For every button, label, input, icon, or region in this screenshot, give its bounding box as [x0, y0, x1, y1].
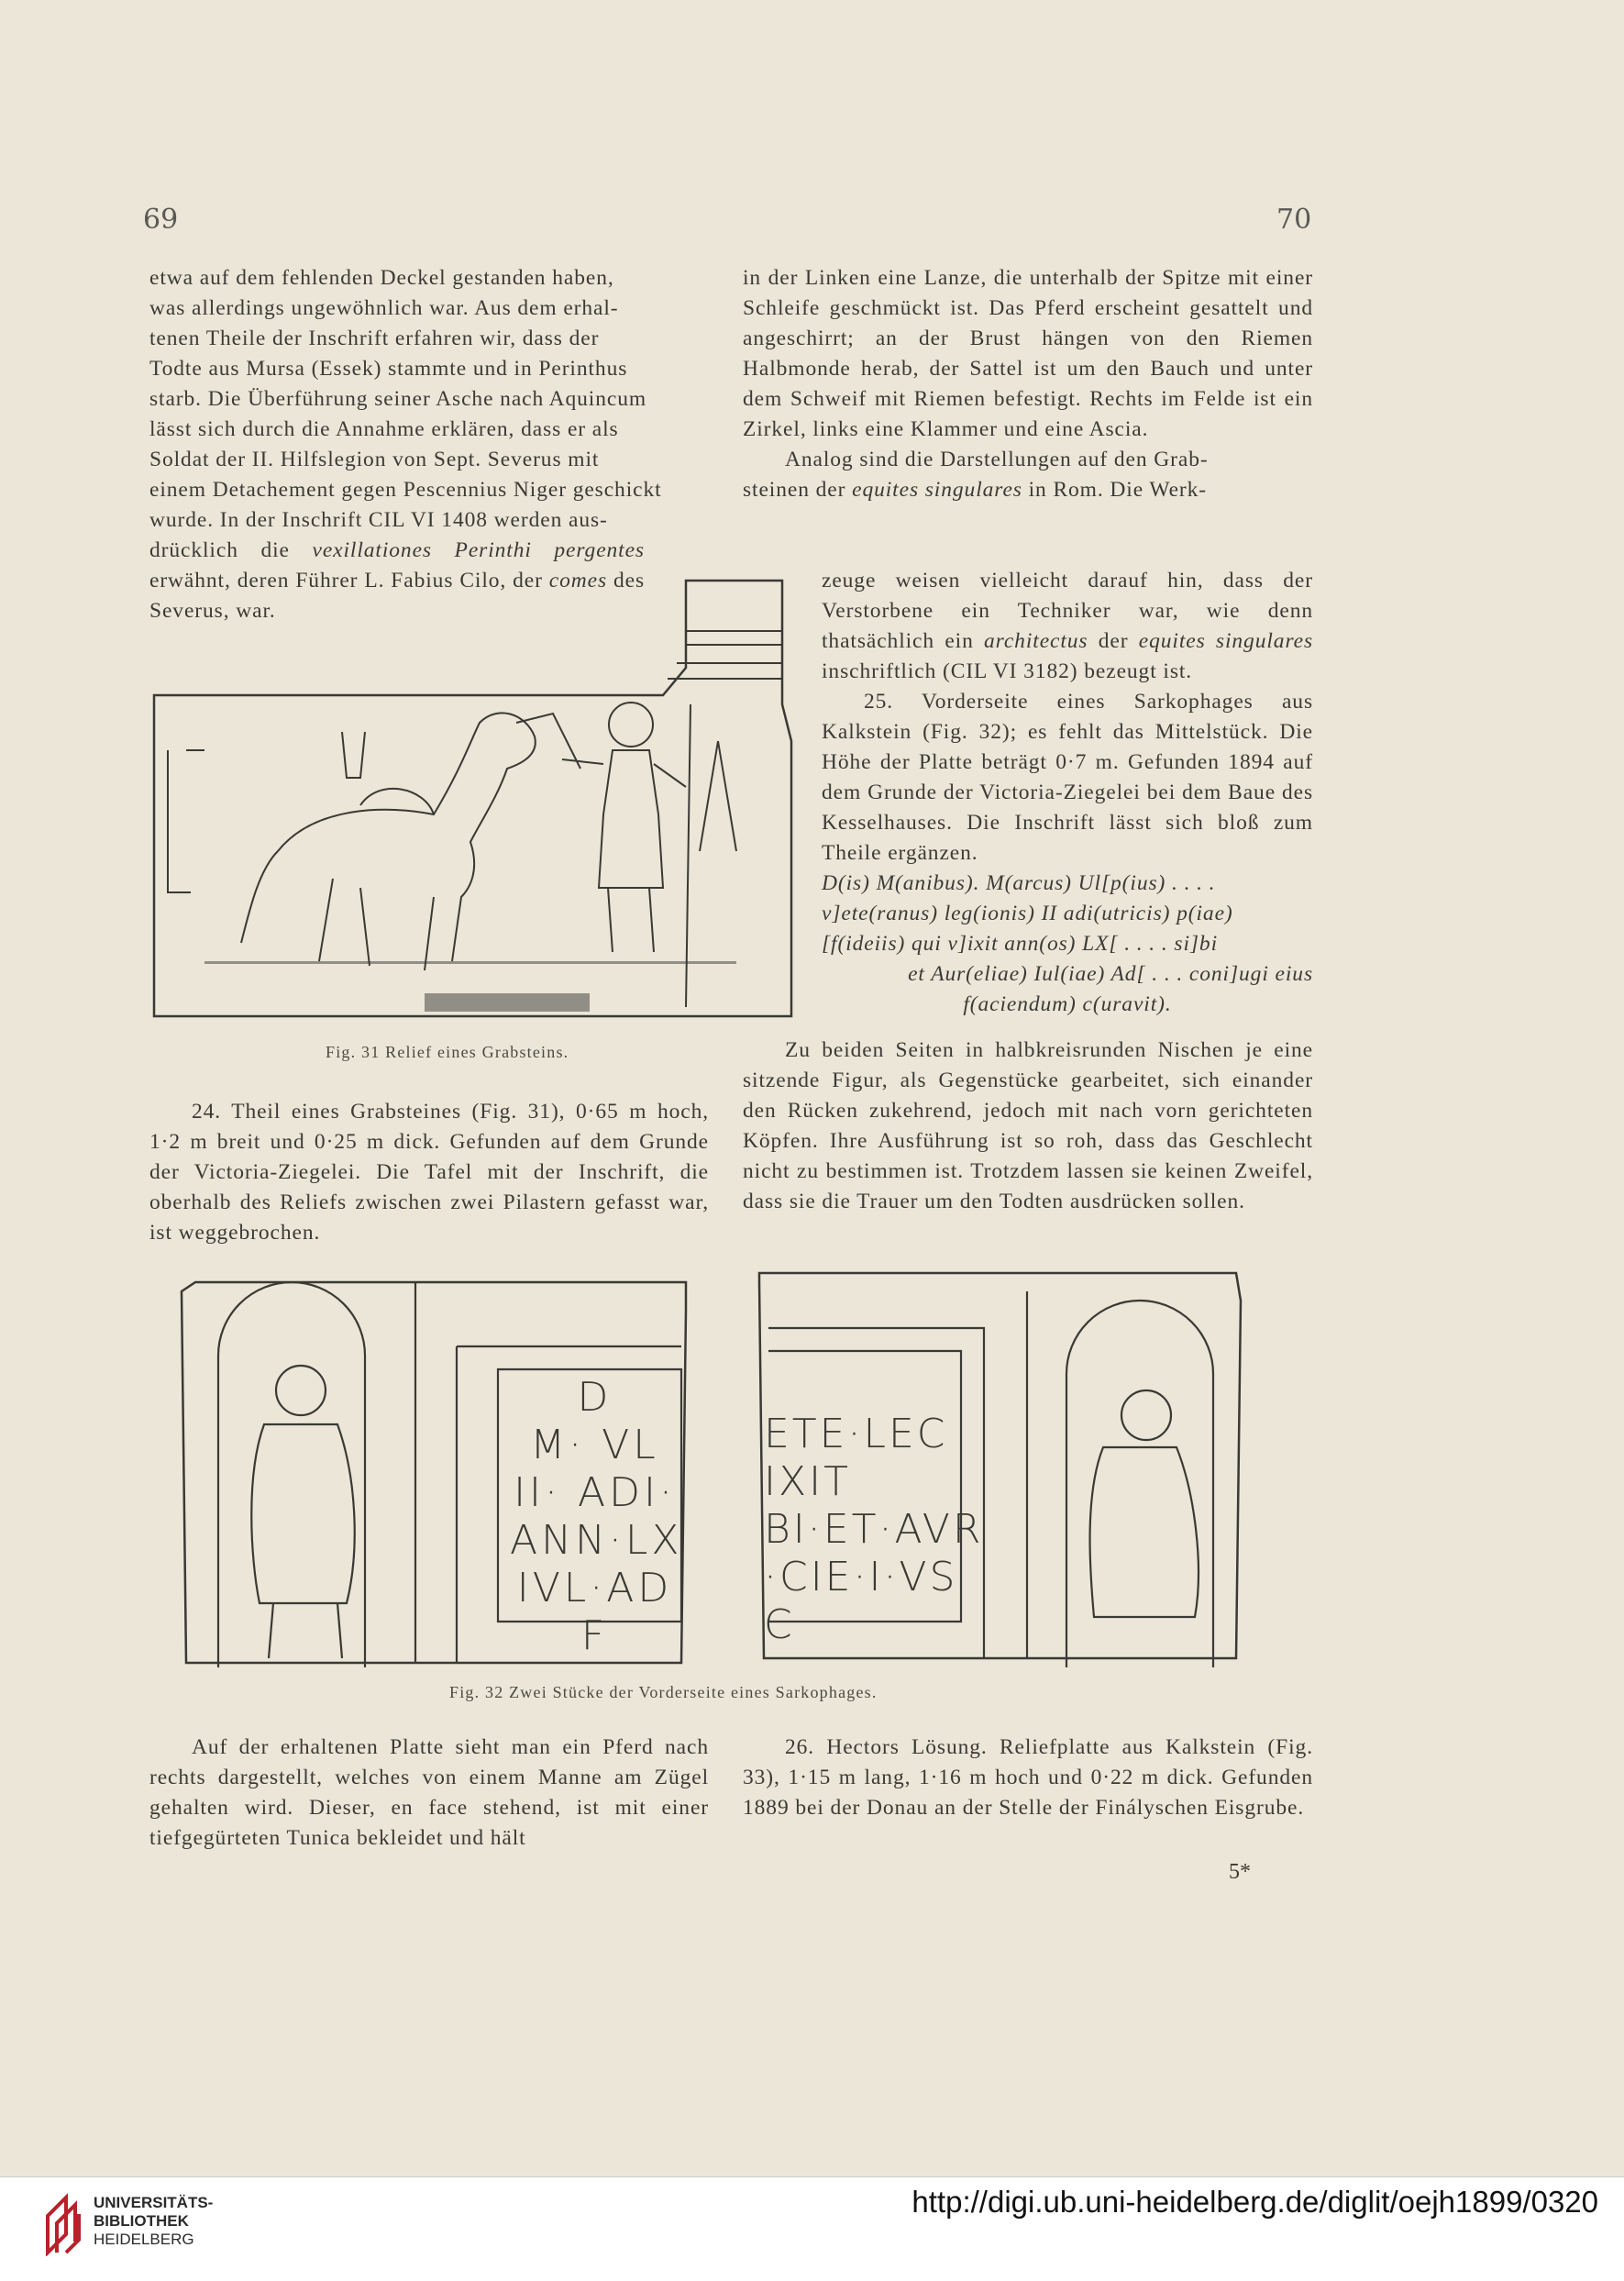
- text-span: zeuge weisen vielleicht darauf hin, dass der Verstorbene ein Techniker war, wie denn thatsächlich ein: [822, 569, 1313, 653]
- left-fragment-inscription: [510, 1374, 683, 1660]
- right-paragraph-2-line-2: [743, 475, 1313, 505]
- text-line: was allerdings ungewöhnlich war. Aus dem erhal-: [149, 296, 619, 320]
- italic-term: equites singulares: [1138, 629, 1313, 653]
- inscription-line: BI·ET·AVR: [764, 1506, 984, 1553]
- figure-32-sarcophagus: [163, 1255, 1259, 1672]
- inscription-line: ANN·LX: [510, 1517, 683, 1564]
- figure-31-caption: Fig. 31 Relief eines Grabsteins.: [326, 1043, 569, 1061]
- inscription-line: v]ete(ranus) leg(ionis) II adi(utricis) p(iae): [822, 902, 1233, 925]
- inscription-line: C: [764, 1601, 795, 1648]
- right-fragment-inscription: [764, 1411, 984, 1649]
- right-column-narrow: [822, 566, 1313, 1020]
- text-span: des Severus, war.: [149, 569, 645, 623]
- text-span: drücklich die: [149, 538, 313, 562]
- latin-inscription: [822, 869, 1313, 1020]
- left-paragraph-2: 24. Theil eines Grabsteines (Fig. 31), 0·65 m hoch, 1·2 m breit und 0·25 m dick. Gefunden auf dem Grunde der Victoria-Ziegelei. Die Tafel mit der Inschrift, die oberhalb des Reliefs zwischen zwei Pilastern gefasst war, ist weggebrochen.: [149, 1100, 709, 1245]
- right-paragraph-4: Zu beiden Seiten in halbkreisrunden Nischen je eine sitzende Figur, als Gegenstücke gearbeitet, sich einander den Rücken zukehrend, jedoch mit nach vorn gerichteten Köpfen. Ihre Ausführung ist so roh, dass das Geschlecht nicht zu bestimmen ist. Trotzdem lassen sie keinen Zweifel, dass sie die Trauer um den Todten ausdrücken sollen.: [743, 1038, 1313, 1213]
- inscription-line: D: [577, 1374, 613, 1421]
- left-paragraph-1: [149, 263, 709, 626]
- italic-term: comes: [548, 569, 608, 592]
- inscription-line: II· ADI·: [514, 1469, 676, 1516]
- inscription-line: ETE·LEC: [764, 1411, 948, 1457]
- sarcophagus-drawing: [163, 1255, 1259, 1672]
- page-number-left: 69: [143, 204, 179, 236]
- text-line: wurde. In der Inschrift CIL VI 1408 werden aus-: [149, 508, 608, 532]
- right-paragraph-2-rest: [822, 566, 1313, 687]
- library-name: [94, 2194, 213, 2249]
- italic-term: architectus: [984, 629, 1088, 653]
- inscription-line: f(aciendum) c(uravit).: [963, 992, 1172, 1016]
- left-paragraph-3: Auf der erhaltenen Platte sieht man ein Pferd nach rechts dargestellt, welches von einem Manne am Zügel gehalten wird. Dieser, en face stehend, ist mit einer tiefgegürteten Tunica bekleidet und hält: [149, 1735, 709, 1850]
- text-line: lässt sich durch die Annahme erklären, dass er als: [149, 417, 619, 441]
- right-column-bottom: [743, 1733, 1313, 1823]
- left-column-middle: [149, 1097, 709, 1248]
- right-paragraph-3: 25. Vorderseite eines Sarkophages aus Kalkstein (Fig. 32); es fehlt das Mittelstück. Die Höhe der Platte beträgt 0·7 m. Gefunden 1894 auf dem Grunde der Victoria-Ziegelei bei dem Baue des Kesselhauses. Die Inschrift lässt sich bloß zum Theile ergänzen.: [822, 690, 1313, 865]
- library-name-line: BIBLIOTHEK: [94, 2212, 189, 2230]
- signature-mark: 5*: [1229, 1860, 1251, 1884]
- text-line: etwa auf dem fehlenden Deckel gestanden haben,: [149, 266, 614, 290]
- inscription-line: IXIT: [764, 1458, 851, 1505]
- italic-term: equites singulares: [852, 478, 1022, 502]
- source-url-link[interactable]: http://digi.ub.uni-heidelberg.de/diglit/oejh1899/0320: [911, 2185, 1598, 2219]
- inscription-line: ·CIE·I·VS: [764, 1554, 958, 1600]
- inscription-line: [f(ideiis) qui v]ixit ann(os) LX[ . . . . si]bi: [822, 932, 1219, 956]
- inscription-line: M· VL: [530, 1422, 659, 1468]
- text-span: inschriftlich (CIL VI 3182) bezeugt ist.: [822, 659, 1193, 683]
- left-column-top: [149, 263, 709, 626]
- right-column-top: [743, 263, 1313, 505]
- text-line: starb. Die Überführung seiner Asche nach Aquincum: [149, 387, 647, 411]
- inscription-line: et Aur(eliae) Iul(iae) Ad[ . . . coni]ugi eius: [908, 962, 1313, 986]
- library-footer: [0, 2176, 1624, 2281]
- text-span: der: [1088, 629, 1139, 653]
- relief-drawing: [149, 576, 796, 1030]
- text-line: Todte aus Mursa (Essek) stammte und in Perinthus: [149, 357, 628, 381]
- text-span: erwähnt, deren Führer L. Fabius Cilo, der: [149, 569, 543, 592]
- text-line: einem Detachement gegen Pescennius Niger geschickt: [149, 478, 662, 502]
- right-paragraph-2-line-1: Analog sind die Darstellungen auf den Grab-: [785, 448, 1209, 471]
- right-column-middle: [743, 1035, 1313, 1217]
- right-paragraph-5: 26. Hectors Lösung. Reliefplatte aus Kalkstein (Fig. 33), 1·15 m lang, 1·16 m hoch und 0·22 m dick. Gefunden 1889 bei der Donau an der Stelle der Finályschen Eisgrube.: [743, 1735, 1313, 1820]
- library-name-line: UNIVERSITÄTS-: [94, 2194, 214, 2211]
- figure-32-caption: Fig. 32 Zwei Stücke der Vorderseite eines Sarkophages.: [449, 1683, 878, 1701]
- library-logo-icon: [39, 2188, 88, 2256]
- text-span: in Rom. Die Werk-: [1022, 478, 1208, 502]
- figure-31-relief: [149, 576, 796, 1030]
- page-number-right: 70: [1276, 204, 1312, 236]
- left-column-bottom: [149, 1733, 709, 1854]
- right-paragraph-1: in der Linken eine Lanze, die unterhalb der Spitze mit einer Schleife geschmückt ist. Das Pferd erscheint gesattelt und angeschirrt; an der Brust hängen von den Riemen Halbmonde herab, der Sattel ist um den Bauch und unter dem Schweif mit Riemen befestigt. Rechts im Felde ist ein Zirkel, links eine Klammer und eine Ascia.: [743, 266, 1313, 441]
- inscription-line: IVL·AD: [516, 1565, 673, 1611]
- inscription-line: F: [580, 1612, 609, 1659]
- text-line: tenen Theile der Inschrift erfahren wir, dass der: [149, 327, 600, 350]
- library-name-line: HEIDELBERG: [94, 2231, 194, 2248]
- italic-term: vexillationes Perinthi pergentes: [312, 538, 645, 562]
- inscription-line: D(is) M(anibus). M(arcus) Ul[p(ius) . . . .: [822, 871, 1216, 895]
- text-line: Soldat der II. Hilfslegion von Sept. Severus mit: [149, 448, 600, 471]
- text-span: steinen der: [743, 478, 853, 502]
